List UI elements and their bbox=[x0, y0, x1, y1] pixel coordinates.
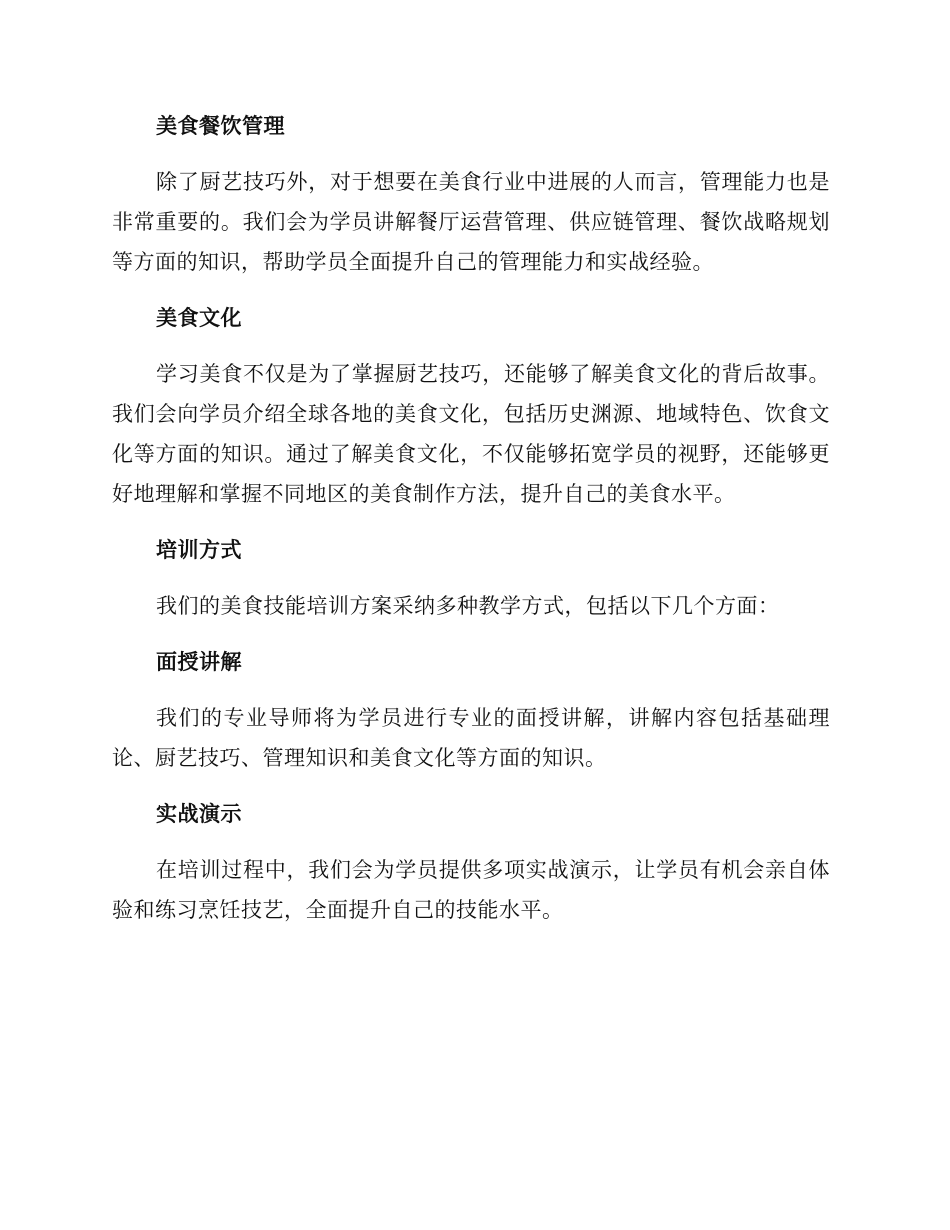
section-paragraph: 除了厨艺技巧外，对于想要在美食行业中进展的人而言，管理能力也是非常重要的。我们会为学员讲解餐厅运营管理、供应链管理、餐饮战略规划等方面的知识，帮助学员全面提升自己的管理能力和实战经验。 bbox=[112, 170, 830, 274]
section-paragraph: 我们的专业导师将为学员进行专业的面授讲解，讲解内容包括基础理论、厨艺技巧、管理知识和美食文化等方面的知识。 bbox=[112, 706, 830, 770]
section-heading: 培训方式 bbox=[156, 538, 242, 562]
section-face-to-face-lectures bbox=[112, 642, 830, 778]
section-catering-management bbox=[112, 106, 830, 282]
section-paragraph: 我们的美食技能培训方案采纳多种教学方式，包括以下几个方面： bbox=[156, 594, 780, 618]
section-heading: 面授讲解 bbox=[156, 650, 242, 674]
document-page bbox=[112, 106, 830, 946]
section-paragraph: 学习美食不仅是为了掌握厨艺技巧，还能够了解美食文化的背后故事。我们会向学员介绍全球各地的美食文化，包括历史渊源、地域特色、饮食文化等方面的知识。通过了解美食文化，不仅能够拓宽学员的视野，还能够更好地理解和掌握不同地区的美食制作方法，提升自己的美食水平。 bbox=[112, 362, 830, 506]
section-heading: 实战演示 bbox=[156, 802, 242, 826]
section-heading: 美食餐饮管理 bbox=[156, 114, 285, 138]
section-food-culture bbox=[112, 298, 830, 514]
section-practical-demonstration bbox=[112, 794, 830, 930]
section-training-methods bbox=[112, 530, 830, 626]
section-paragraph: 在培训过程中，我们会为学员提供多项实战演示，让学员有机会亲自体验和练习烹饪技艺，全面提升自己的技能水平。 bbox=[112, 858, 830, 922]
section-heading: 美食文化 bbox=[156, 306, 242, 330]
